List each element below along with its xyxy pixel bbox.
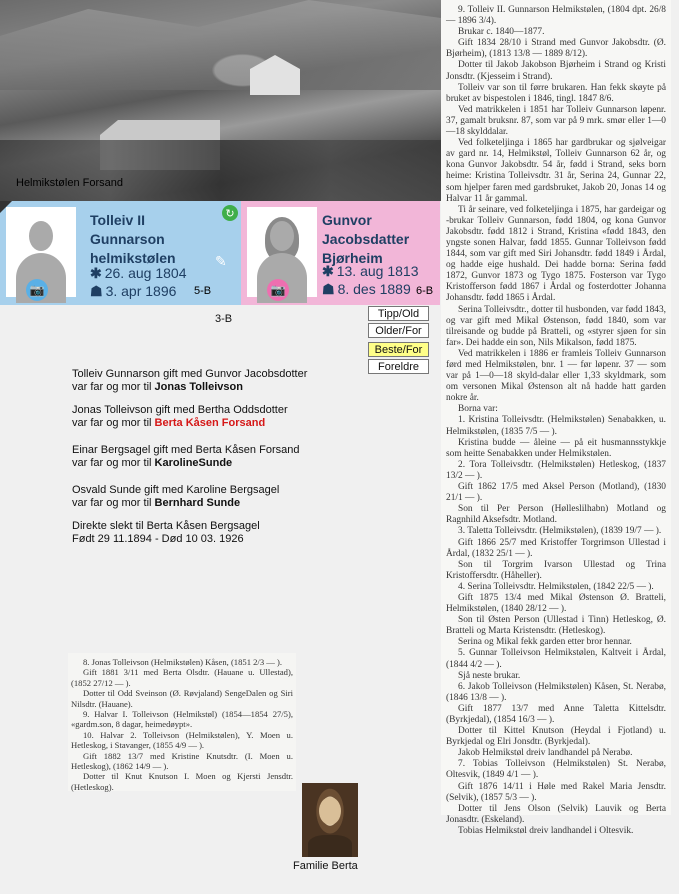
nav-foreldre-button[interactable]: Foreldre <box>368 359 429 374</box>
scanned-book-snippet <box>68 653 296 791</box>
scan-paragraph: Borna var: <box>458 404 498 415</box>
person-card-father[interactable] <box>0 201 241 305</box>
photo-caption: Helmikstølen Forsand <box>16 177 123 189</box>
scan-paragraph: Dotter til Jakob Jakobson Bjørheim i Strand og Kristi Jonsdtr. (Kjesseim i Strand). <box>446 60 666 82</box>
portrait-photo[interactable] <box>302 783 358 857</box>
scan-paragraph: 2. Tora Tolleivsdtr. (Helmikstølen) Hetleskog, (1837 13/2 — ). <box>446 459 666 481</box>
scan-paragraph: 5. Gunnar Tolleivson Helmikstølen, Kaltveit i Årdal, (1844 4/2 — ). <box>446 648 666 670</box>
scan-paragraph: 9. Halvar I. Tolleivson (Helmikstøl) (1854—1854 27/5), «gardm.son, 8 dagar, heimedøypt». <box>71 709 293 730</box>
scan-paragraph: Sjå neste brukar. <box>458 670 521 681</box>
person-card-mother[interactable] <box>241 201 440 305</box>
person-name[interactable]: Tolleiv II Gunnarson helmikstølen <box>90 212 176 266</box>
scan-paragraph: Gift 1862 17/5 med Aksel Person (Motland), (1830 21/1 — ). <box>446 482 666 504</box>
child-name: Jonas Tolleivson <box>154 381 243 393</box>
scan-paragraph: Dotter til Knut Knutson I. Moen og Kjersti Jensdtr. (Hetleskog). <box>71 771 293 792</box>
scan-paragraph: Ved matrikkelen i 1886 er framleis Tolleiv Gunnarson førd med Helmikstølen, bnr. 1 — før løpenr. 37 — som var på 1—0—18 skyld-dalar eller 1,33 skyldmark, som om versonen Mikal Østenson alt nå hadde hatt garden nokre år. <box>446 348 666 404</box>
farm-photo <box>0 0 441 201</box>
death-date: ☗ 3. apr 1896 <box>90 283 177 299</box>
portrait-caption: Familie Berta <box>293 860 358 872</box>
reference-number: 5-B <box>194 285 212 297</box>
scan-paragraph: Dotter til Jens Olson (Selvik) Lauvik og Berta Jonasdtr. (Eskeland). <box>446 803 666 825</box>
scan-paragraph: Serina og Mikal fekk garden etter bror hennar. <box>458 637 632 648</box>
scan-paragraph: Jakob Helmikstøl dreiv landhandel på Nerabø. <box>458 748 633 759</box>
scan-paragraph: 10. Halvar 2. Tolleivson (Helmikstølen), Y. Moen u. Hetleskog, i Stavanger, (1855 4/9 — ). <box>71 729 293 751</box>
death-date: ☗ 8. des 1889 <box>322 281 411 297</box>
camera-icon[interactable]: 📷 <box>267 279 289 301</box>
nav-tipp-old-button[interactable]: Tipp/Old <box>368 306 429 321</box>
birth-icon: ✱ <box>90 265 102 281</box>
birth-date: ✱ 26. aug 1804 <box>90 265 187 281</box>
scan-paragraph: Gift 1882 13/7 med Kristine Knutsdtr. (I. Moen u. Hetleskog), (1862 14/9 — ). <box>71 750 293 772</box>
scan-paragraph: Son til Per Person (Hølleslilhabn) Motland og Ragnhild Aksefsdtr. Motland. <box>446 504 666 526</box>
lineage-text: Tolleiv Gunnarson gift med Gunvor Jacobsdotter var far og mor til Jonas Tolleivson Jonas Tolleivson gift med Bertha Oddsdotter var far og mor til Berta Kåsen Forsand Einar Bergsagel gift med Berta Kåsen Forsand var far og mor til KarolineSunde Osvald Sunde gift med Karoline Bergsagel var far og mor til Bernhard Sunde Direkte slekt til Berta Kåsen Bergsagel Født 29 11.1894 - Død 10 03. 1926 <box>72 368 308 545</box>
person-name[interactable]: Gunvor Jacobsdatter Bjørheim <box>322 212 410 266</box>
edit-pencil-icon[interactable]: ✎ <box>215 253 227 269</box>
scanned-book-page-right <box>441 0 671 836</box>
scan-paragraph: 1. Kristina Tolleivsdtr. (Helmikstølen) Senabakken, u. Helmikstølen, (1835 7/5 — ). <box>446 415 666 437</box>
scan-paragraph: Gift 1877 13/7 med Anne Taletta Kittelsdtr. (Byrkjedal), (1854 16/3 — ). <box>446 703 666 725</box>
scan-paragraph: Son til Østen Person (Ullestad i Tinn) Hetleskog, Ø. Bratteli og Marta Kristensdtr. (Hetleskog). <box>446 615 666 637</box>
scan-paragraph: 6. Jakob Tolleivson (Helmikstølen) Kåsen, St. Nerabø, (1846 13/8 — ). <box>446 681 666 703</box>
scan-paragraph: Serina Tolleivsdtr., dotter til husbonden, var fødd 1843, og var gift med Mikal Østenson, fødd 1840, som var tilreisande og budde på Bratteli, og «styrer sjøen for sin far». Dei hadde ein son, Nils Mikalson, fødd 1875. <box>446 304 666 348</box>
scan-paragraph: Gift 1881 3/11 med Berta Olsdtr. (Hauane u. Ullestad), (1852 27/12 — ). <box>71 667 293 688</box>
nav-older-for-button[interactable]: Older/For <box>368 323 429 338</box>
scan-paragraph: Ti år seinare, ved folketeljinga i 1875, har gardeigar og -brukar Tolleiv Gunnarson, fødd 1804, og kona Gunvor Jakobsdtr. fødd 1812 i Strand, Kristina «fødd 1843, den yngste sonen Halvar, fødd 1855. Gunnar Tolleivson fødd 1844, som var gift med Siri Johansdtr. fødd 1849 i Årdal, og hadde eige hushald. Dei hadde borna: Serina fødd 1872, Gunvor 1873 og Tygo 1875. Fosterson var Tygo Kristofferson fødd 1867 i Årdal og fosterdotter Johanna Johansdtr. fødd 1865 i Årdal. <box>446 204 666 304</box>
scan-paragraph: 3. Taletta Tolleivsdtr. (Helmikstølen), (1839 19/7 — ). <box>458 526 662 537</box>
highlighted-name: Berta Kåsen Forsand <box>154 417 266 429</box>
scan-paragraph: Son til Torgrim Ivarson Ullestad og Trina Kristoffersdtr. (Håheller). <box>446 559 666 581</box>
scan-paragraph: Tobias Helmikstøl dreiv landhandel i Oltesvik. <box>458 825 634 836</box>
scan-paragraph: Tolleiv var son til førre brukaren. Han fekk skøyte på bruket av bispestolen i 1846, tingl. 1847 8/6. <box>446 82 666 104</box>
scan-paragraph: 9. Tolleiv II. Gunnarson Helmikstølen, (1804 dpt. 26/8 — 1896 3/4). <box>446 5 666 27</box>
birth-date: ✱ 13. aug 1813 <box>322 263 419 279</box>
reference-number: 6-B <box>416 285 434 297</box>
scan-paragraph: Ved folketeljinga i 1865 har gardbrukar og sjølveigar av gard nr. 14, Helmikstøl, Tolleiv Gunnarson 62 år, og kona Gunvor Jakobsdtr. 54 år, fødd i Strand, seks born heime: Kristina Tolleivsdtr. 31 år, Serina 24, Gunnar 22, som hjelper faren med gardsbruket, Jakob 20, Jonas 14 og Halvar 11 år gammal. <box>446 138 666 204</box>
scan-paragraph: 7. Tobias Tolleivson (Helmikstølen) St. Nerabø, Oltesvik, (1849 4/1 — ). <box>446 759 666 781</box>
camera-icon[interactable]: 📷 <box>26 279 48 301</box>
child-name: Bernhard Sunde <box>154 497 241 509</box>
scan-paragraph: Brukar c. 1840—1877. <box>458 27 545 38</box>
birth-icon: ✱ <box>322 263 334 279</box>
scan-paragraph: Gift 1875 13/4 med Mikal Østenson Ø. Bratteli, Helmikstølen, (1840 28/12 — ). <box>446 592 666 615</box>
nav-beste-for-button[interactable]: Beste/For <box>368 342 429 357</box>
child-name: KarolineSunde <box>154 457 233 469</box>
scan-paragraph: Dotter til Odd Sveinson (Ø. Røvjaland) SengeDalen og Siri Nilsdtr. (Hauane). <box>71 688 293 709</box>
death-icon: ☗ <box>90 283 103 299</box>
scan-paragraph: Kristina budde — åleine — på eit husmannsstykkje som heitte Senabakken under Helmikstølen. <box>446 437 666 459</box>
sync-icon[interactable]: ↻ <box>222 205 238 221</box>
scan-paragraph: Gift 1834 28/10 i Strand med Gunvor Jakobsdtr. (Ø. Bjørheim), (1813 13/8 — 1889 8/12). <box>446 38 666 60</box>
scan-paragraph: Dotter til Kittel Knutson (Heydal i Fjotland) u. Byrkjedal og Elri Jonsdtr. (Byrkjedal). <box>446 726 666 748</box>
scan-paragraph: Gift 1866 25/7 med Kristoffer Torgrimson Ullestad i Årdal, (1832 25/1 — ). <box>446 537 666 559</box>
scan-paragraph: 4. Serina Tolleivsdtr. Helmikstølen, (1842 22/5 — ). <box>458 581 654 592</box>
scan-paragraph: 8. Jonas Tolleivson (Helmikstølen) Kåsen, (1851 2/3 — ). <box>83 657 283 667</box>
card-label: 3-B <box>215 313 233 325</box>
scan-paragraph: Ved matrikkelen i 1851 har Tolleiv Gunnarson løpenr. 37, gamalt bruksnr. 87, som var på 9 mrk. smør eller 1—0—18 skylddalar. <box>446 104 666 138</box>
death-icon: ☗ <box>322 281 335 297</box>
scan-paragraph: Gift 1876 14/11 i Høle med Rakel Maria Jensdtr. (Selvik), (1857 5/3 — ). <box>446 781 666 803</box>
